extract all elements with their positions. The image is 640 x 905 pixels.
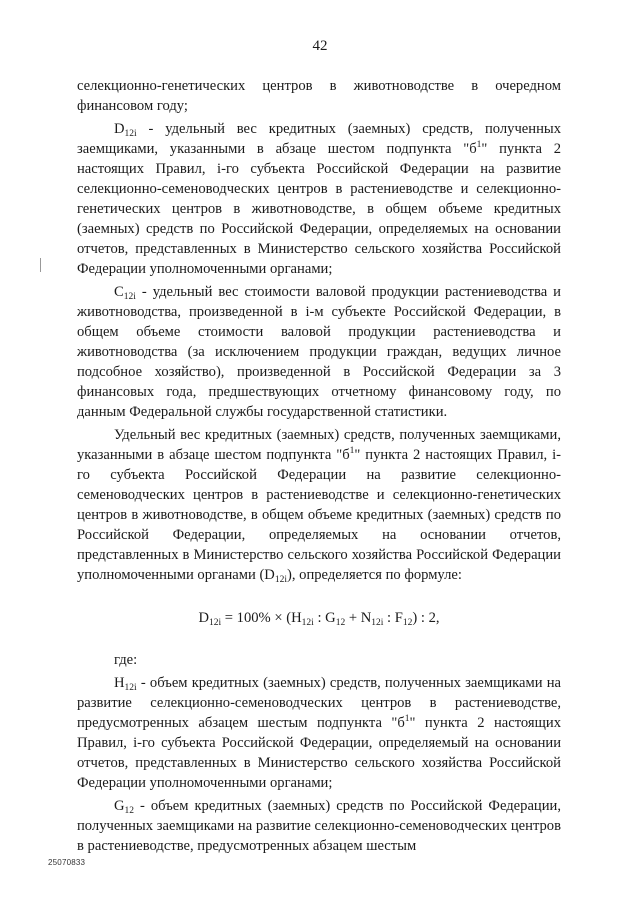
formula-part: + N (345, 610, 372, 626)
paragraph-text: Удельный вес кредитных (заемных) средств, полученных заемщиками, указанными в абзаце шестом подпункта "б (77, 427, 561, 463)
paragraph-continuation (77, 76, 561, 116)
paragraph-h12i-definition (77, 673, 561, 793)
page-number: 42 (312, 38, 328, 54)
paragraph-text: ), определяется по формуле: (287, 567, 462, 583)
paragraph-text: - удельный вес стоимости валовой продукции растениеводства и животноводства, произведенной в i-м субъекте Российской Федерации, в общем объеме стоимости валовой продукции растениеводства и животноводства (за исключением продукции граждан, ведущих личное подсобное хозяйство), произведенной в Российской Федерации за 3 финансовых года, предшествующих отчетному финансовому году, по данным Федеральной службы государственной статистики. (77, 284, 561, 420)
formula-part: ) : 2, (412, 610, 440, 626)
paragraph-text: - объем кредитных (заемных) средств по Российской Федерации, полученных заемщиками на развитие селекционно-семеноводческих центров в растениеводстве, предусмотренных абзацем шестым (77, 798, 561, 854)
symbol-c-subscript: 12i (123, 292, 136, 302)
formula-subscript: 12 (335, 618, 346, 628)
formula-part: : G (313, 610, 336, 626)
document-body (77, 76, 561, 856)
scan-artifact (40, 258, 41, 272)
formula-part: = 100% × (H (221, 610, 302, 626)
symbol-g-subscript: 12 (124, 806, 135, 816)
symbol-d: D (114, 121, 125, 137)
subscript: 12i (274, 575, 287, 585)
formula-subscript: 12i (371, 618, 384, 628)
paragraph-text: - удельный вес кредитных (заемных) средств, полученных заемщиками, указанными в абзаце шестом подпункта "б (77, 121, 561, 157)
formula-subscript: 12i (209, 618, 222, 628)
symbol-h: H (114, 675, 125, 691)
formula-part: : F (383, 610, 403, 626)
paragraph-g12-definition (77, 796, 561, 856)
paragraph-text: селекционно-генетических центров в животноводстве в очередном финансовом году; (77, 78, 561, 114)
superscript: 1 (476, 140, 482, 150)
symbol-d-subscript: 12i (124, 129, 137, 139)
symbol-h-subscript: 12i (124, 683, 137, 693)
formula-subscript: 12 (402, 618, 413, 628)
superscript: 1 (404, 714, 410, 724)
superscript: 1 (349, 446, 355, 456)
symbol-g: G (114, 798, 125, 814)
paragraph-c12i-definition (77, 282, 561, 422)
paragraph-text: " пункта 2 настоящих Правил, i-го субъекта Российской Федерации на развитие селекционно-семеноводческих центров в растениеводстве и селекционно-генетических центров в животноводстве, в общем объеме кредитных (заемных) средств по Российской Федерации, определяемых на основании отчетов, представленных в Министерство сельского хозяйства Российской Федерации уполномоченными органами (D (77, 447, 561, 583)
formula-subscript: 12i (301, 618, 314, 628)
paragraph-text: " пункта 2 настоящих Правил, i-го субъекта Российской Федерации, определяемый на основании отчетов, представленных в Министерство сельского хозяйства Российской Федерации уполномоченными органами; (77, 715, 561, 791)
paragraph-text: " пункта 2 настоящих Правил, i-го субъекта Российской Федерации на развитие селекционно-семеноводческих центров в растениеводстве и селекционно-генетических центров в животноводстве, в общем объеме кредитных (заемных) средств по Российской Федерации, определяемых на основании отчетов, представленных в Министерство сельского хозяйства Российской Федерации уполномоченными органами; (77, 141, 561, 277)
formula (77, 608, 561, 628)
symbol-c: C (114, 284, 124, 300)
paragraph-d12i-definition (77, 119, 561, 279)
formula-part: D (198, 610, 209, 626)
footer-code: 25070833 (48, 858, 86, 867)
paragraph-text: - объем кредитных (заемных) средств, полученных заемщиками на развитие селекционно-семеноводческих центров в растениеводстве, предусмотренных абзацем шестым подпункта "б (77, 675, 561, 731)
paragraph-formula-intro (77, 425, 561, 585)
where-label: где: (114, 652, 138, 668)
